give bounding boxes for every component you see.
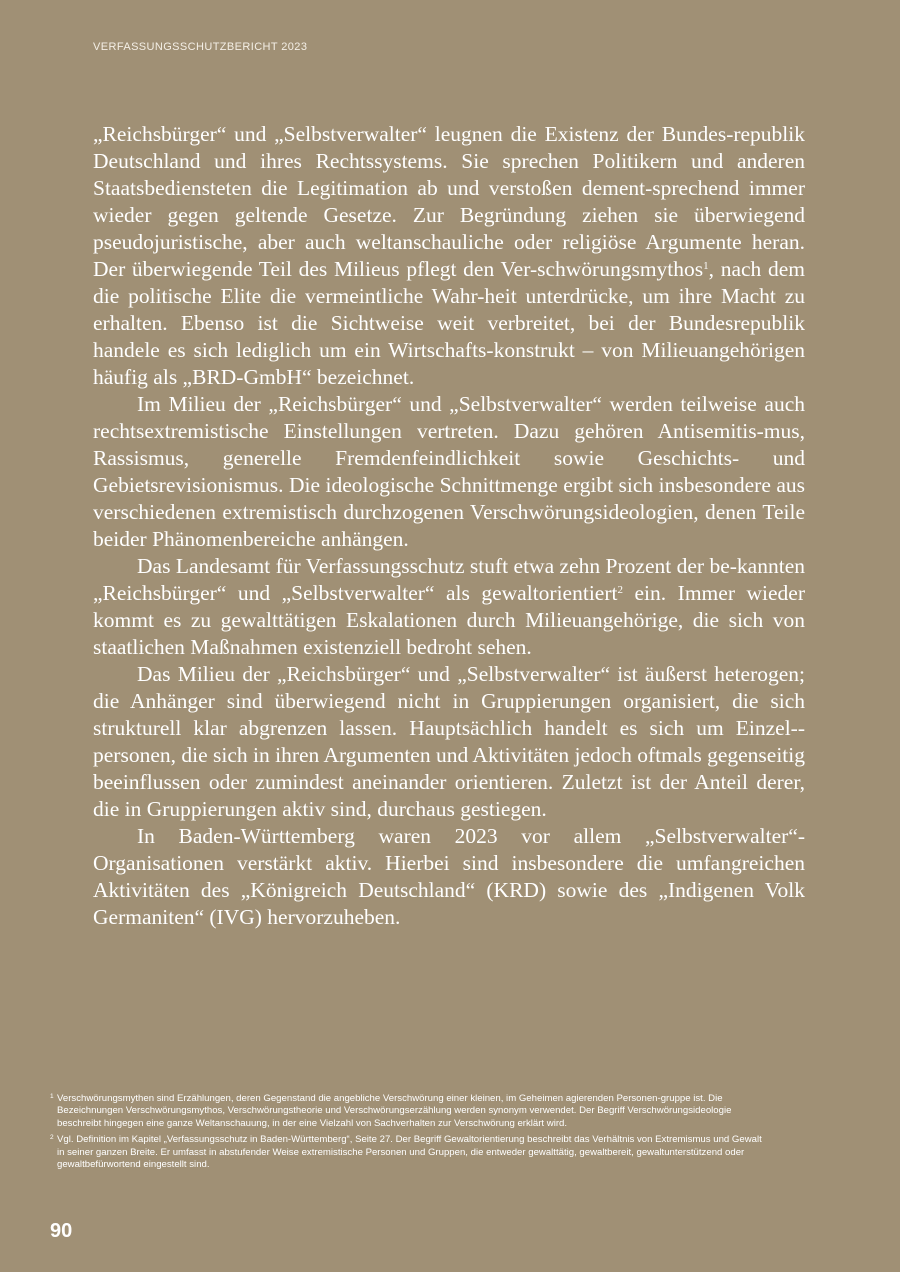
footnote-2 — [50, 1134, 765, 1171]
footnote-1 — [50, 1093, 765, 1130]
paragraph-3-part-1: Das Landesamt für Verfassungsschutz stuft etwa zehn Prozent der be-kannten „Reichsbürger“ und „Selbstverwalter“ als gewaltorientiert — [93, 554, 805, 605]
footnote-ref-1[interactable]: 1 — [703, 259, 709, 272]
footnote-marker: 2 — [50, 1134, 54, 1142]
footnote-text: Vgl. Definition im Kapitel „Verfassungsschutz in Baden-Württemberg“, Seite 27. Der Begriff Gewaltorientierung beschreibt das Verhältnis von Extremismus und Gewalt in seiner ganzen Breite. Er umfasst in abstufender Weise extremistische Personen und Gruppen, die entweder gewalttätig, gewaltbereit, gewaltunterstützend oder gewaltbefürwortend eingestellt sind. — [57, 1134, 762, 1171]
paragraph-1-part-1: „Reichsbürger“ und „Selbstverwalter“ leugnen die Existenz der Bundes-republik Deutschland und ihres Rechtssystems. Sie sprechen Politikern und anderen Staatsbediensteten die Legitimation ab und verstoßen dement-sprechend immer wieder gegen geltende Gesetze. Zur Begründung ziehen sie überwiegend pseudojuristische, aber auch weltanschauliche oder religiöse Argumente heran. Der überwiegende Teil des Milieus pflegt den Ver-schwörungsmythos — [93, 122, 805, 281]
main-text — [93, 121, 805, 931]
paragraph-4: Das Milieu der „Reichsbürger“ und „Selbstverwalter“ ist äußerst heterogen; die Anhänger sind überwiegend nicht in Gruppierungen organisiert, die sich strukturell klar abgrenzen lassen. Hauptsächlich handelt es sich um Einzel-personen, die sich in ihren Argumenten und Aktivitäten jedoch oftmals gegenseitig beeinflussen oder zumindest aneinander orientieren. Zuletzt ist der Anteil derer, die in Gruppierungen aktiv sind, durchaus gestiegen. — [93, 662, 805, 821]
footnote-text: Verschwörungsmythen sind Erzählungen, deren Gegenstand die angebliche Verschwörung einer kleinen, im Geheimen agierenden Personen-gruppe ist. Die Bezeichnungen Verschwörungsmythos, Verschwörungstheorie und Verschwörungserzählung werden synonym verwendet. Der Begriff Verschwörungsideologie beschreibt hingegen eine ganze Weltanschauung, in der eine Vielzahl von Sachverhalten zur Verschwörung erklärt wird. — [57, 1093, 732, 1129]
paragraph-1-part-2: , nach dem die politische Elite die vermeintliche Wahr-heit unterdrücke, um ihre Macht zu erhalten. Ebenso ist die Sichtweise weit verbreitet, bei der Bundesrepublik handele es sich lediglich um ein Wirtschafts-konstrukt – von Milieuangehörigen häufig als „BRD-GmbH“ bezeichnet. — [93, 257, 805, 389]
paragraph-5: In Baden-Württemberg waren 2023 vor allem „Selbstverwalter“-Organisationen verstärkt aktiv. Hierbei sind insbesondere die umfangreichen Aktivitäten des „Königreich Deutschland“ (KRD) sowie des „Indigenen Volk Germaniten“ (IVG) hervorzuheben. — [93, 824, 805, 929]
page-number: 90 — [50, 1220, 73, 1242]
paragraph-3-part-2: ein. Immer wieder kommt es zu gewalttätigen Eskalationen durch Milieuangehörige, die sich von staatlichen Maßnahmen existenziell bedroht sehen. — [93, 581, 805, 659]
footnote-ref-2[interactable]: 2 — [617, 583, 623, 596]
paragraph-3 — [93, 553, 805, 661]
paragraph-2: Im Milieu der „Reichsbürger“ und „Selbstverwalter“ werden teilweise auch rechtsextremistische Einstellungen vertreten. Dazu gehören Antisemitis-mus, Rassismus, generelle Fremdenfeindlichkeit sowie Geschichts- und Gebietsrevisionismus. Die ideologische Schnittmenge ergibt sich insbesondere aus verschiedenen extremistisch durchzogenen Verschwörungsideologien, denen Teile beider Phänomenbereiche anhängen. — [93, 392, 805, 551]
running-header: VERFASSUNGSSCHUTZBERICHT 2023 — [93, 41, 308, 53]
footnote-marker: 1 — [50, 1093, 54, 1100]
paragraph-1 — [93, 121, 805, 391]
footnotes — [50, 1093, 765, 1175]
